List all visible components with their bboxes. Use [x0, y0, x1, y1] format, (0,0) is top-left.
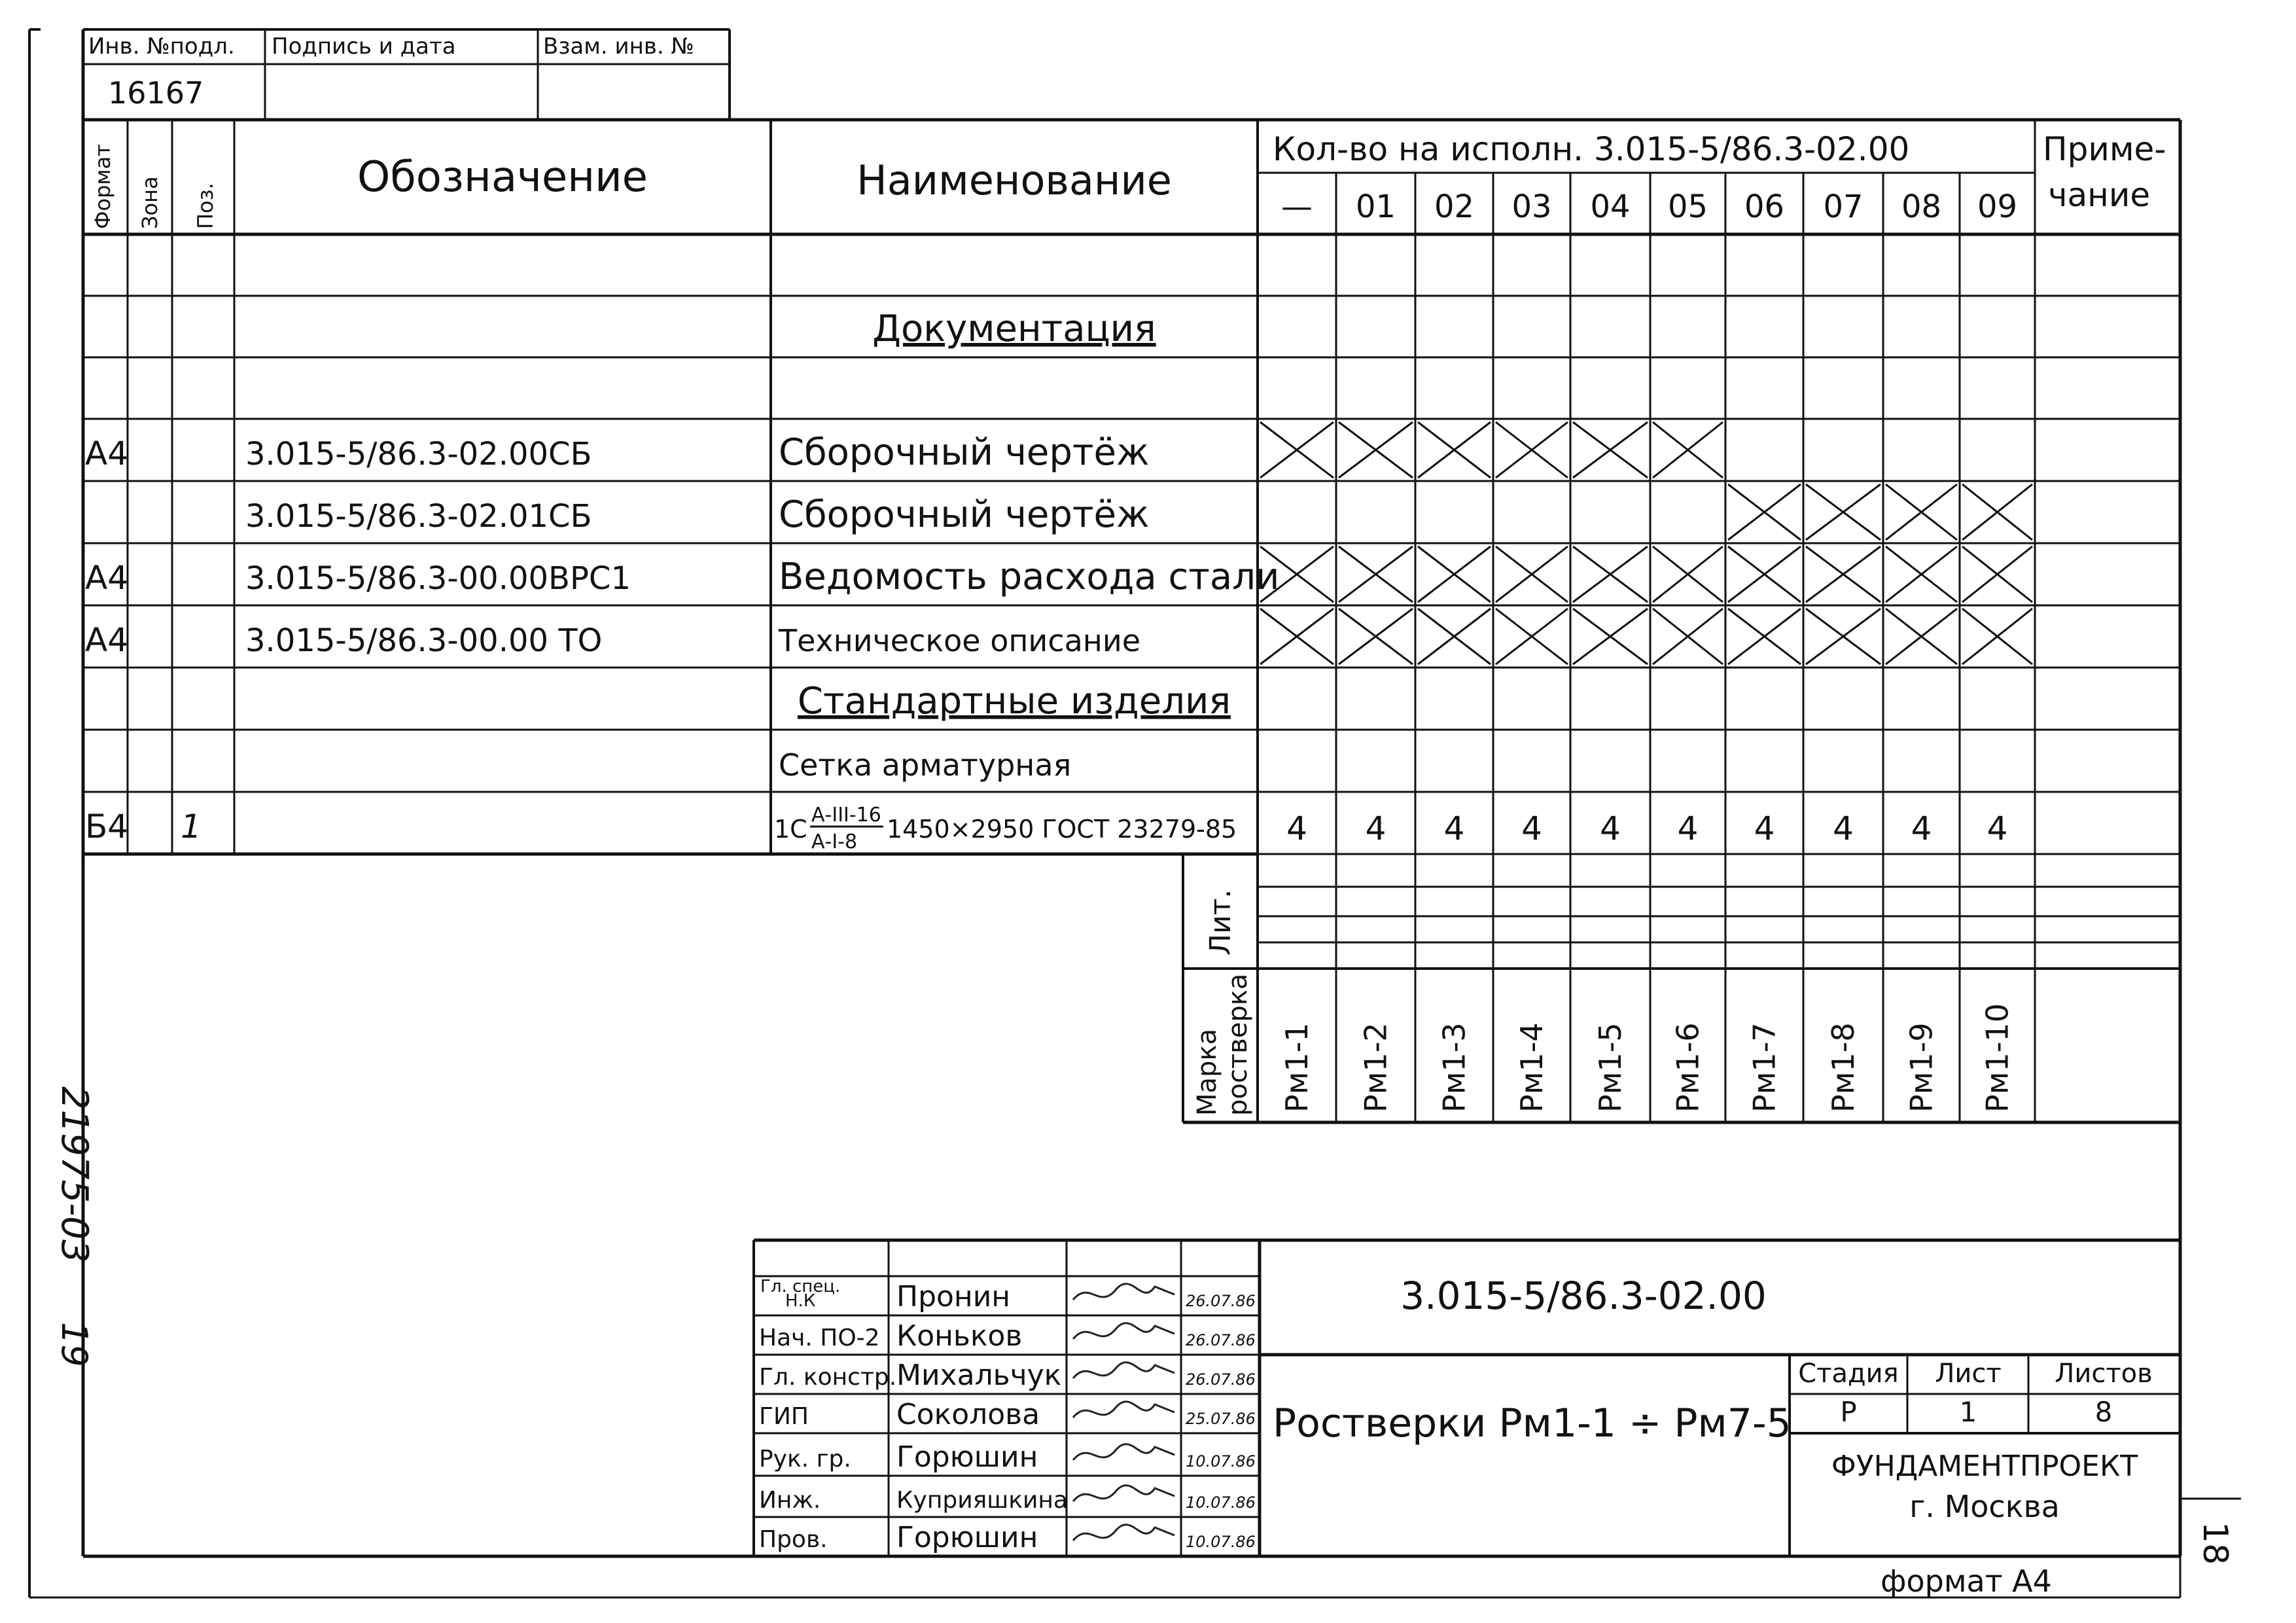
- mark-value: Рм1-5: [1593, 1022, 1628, 1113]
- signer-date: 10.07.86: [1186, 1533, 1256, 1551]
- drawing-title: Ростверки Рм1-1 ÷ Рм7-5: [1273, 1400, 1792, 1446]
- header-note: чание: [2048, 176, 2151, 214]
- cell-name: Сборочный чертёж: [779, 431, 1150, 474]
- cell-designation: 3.015-5/86.3-02.00СБ: [245, 436, 592, 473]
- cell-name-tail: 1450×2950 ГОСТ 23279-85: [887, 815, 1237, 844]
- mark-value: Рм1-4: [1514, 1022, 1549, 1113]
- sheet-value: 1: [1959, 1396, 1977, 1428]
- stamp-header: Взам. инв. №: [543, 33, 694, 60]
- header-note: Приме-: [2043, 130, 2166, 168]
- signer-role: Н.К: [785, 1291, 816, 1311]
- signer-role: Гл. спец.: [760, 1277, 841, 1296]
- format-label: формат А4: [1881, 1563, 2052, 1599]
- signer-name: Горюшин: [896, 1521, 1038, 1554]
- cell-name: Ведомость расхода стали: [779, 556, 1280, 598]
- mark-value: Рм1-6: [1670, 1022, 1706, 1113]
- exec-col-label: 01: [1355, 188, 1396, 225]
- qty-value: 4: [1677, 810, 1699, 847]
- signer-name: Соколова: [896, 1398, 1040, 1431]
- qty-value: 4: [1365, 810, 1386, 847]
- cell-name: Сборочный чертёж: [779, 493, 1150, 536]
- cell-designation: 3.015-5/86.3-02.01СБ: [245, 498, 592, 535]
- qty-value: 4: [1833, 810, 1854, 847]
- exec-col-label: 07: [1823, 188, 1863, 225]
- stage-value: Р: [1840, 1396, 1857, 1428]
- cell-format: А4: [85, 435, 129, 473]
- qty-value: 4: [1911, 810, 1932, 847]
- signer-date: 25.07.86: [1186, 1410, 1256, 1428]
- mark-value: Рм1-8: [1826, 1022, 1861, 1113]
- stamp-header: Инв. №подл.: [88, 33, 235, 60]
- cell-format: Б4: [85, 808, 129, 846]
- signer-date: 10.07.86: [1186, 1452, 1256, 1471]
- page-number: 18: [2195, 1522, 2234, 1565]
- mark-value: Рм1-2: [1358, 1022, 1394, 1113]
- sheets-label: Листов: [2055, 1359, 2153, 1389]
- stamp-inv-no: 16167: [108, 75, 204, 111]
- qty-value: 4: [1443, 810, 1465, 847]
- mark-value: Рм1-1: [1279, 1022, 1315, 1113]
- signer-role: Инж.: [759, 1487, 821, 1514]
- cell-format: А4: [85, 621, 129, 659]
- signer-role: ГИП: [759, 1403, 809, 1430]
- header-zone: Зона: [137, 176, 162, 229]
- header-name: Наименование: [857, 156, 1172, 204]
- header-designation: Обозначение: [357, 153, 648, 202]
- exec-col-label: 09: [1977, 188, 2018, 225]
- cell-name: Техническое описание: [779, 623, 1141, 658]
- header-qty: Кол-во на исполн. 3.015-5/86.3-02.00: [1273, 130, 1910, 168]
- exec-col-label: 06: [1744, 188, 1785, 225]
- mark-value: Рм1-10: [1979, 1003, 2015, 1113]
- exec-col-label: 04: [1590, 188, 1631, 225]
- exec-col-label: 02: [1434, 188, 1475, 225]
- doc-code: 3.015-5/86.3-02.00: [1400, 1274, 1767, 1318]
- side-page-number: 19: [54, 1322, 95, 1367]
- signer-name: Михальчук: [896, 1359, 1062, 1392]
- signer-date: 26.07.86: [1186, 1331, 1256, 1349]
- signer-date: 26.07.86: [1186, 1370, 1256, 1389]
- sheet-label: Лист: [1935, 1359, 2002, 1389]
- cell-format: А4: [85, 559, 129, 597]
- mark-label: Марка: [1192, 1028, 1222, 1116]
- exec-col-label: —: [1281, 188, 1313, 225]
- org-name: ФУНДАМЕНТПРОЕКТ: [1831, 1450, 2138, 1483]
- stage-label: Стадия: [1798, 1359, 1899, 1389]
- signer-role: Гл. констр.: [759, 1364, 897, 1391]
- section-title: Стандартные изделия: [797, 680, 1231, 722]
- qty-value: 4: [1987, 810, 2008, 847]
- qty-value: 4: [1754, 810, 1775, 847]
- exec-col-label: 05: [1667, 188, 1708, 225]
- mark-label: ростверка: [1223, 973, 1253, 1116]
- section-title: Документация: [872, 308, 1156, 350]
- signer-role: Нач. ПО-2: [759, 1325, 880, 1351]
- cell-designation: 3.015-5/86.3-00.00ВРС1: [245, 560, 631, 597]
- signer-role: Пров.: [759, 1526, 828, 1553]
- cell-pos: 1: [181, 808, 202, 846]
- fraction-bottom: А-I-8: [811, 830, 858, 853]
- qty-value: 4: [1600, 810, 1621, 847]
- mark-value: Рм1-7: [1746, 1022, 1782, 1113]
- header-pos: Поз.: [193, 183, 218, 229]
- exec-col-label: 08: [1901, 188, 1942, 225]
- signer-name: Пронин: [896, 1280, 1011, 1313]
- cell-designation: 3.015-5/86.3-00.00 ТО: [245, 622, 603, 659]
- mark-value: Рм1-9: [1903, 1022, 1939, 1113]
- lit-label: Лит.: [1204, 889, 1237, 955]
- signer-name: Куприяшкина: [896, 1487, 1068, 1514]
- fraction-top: А-III-16: [811, 804, 881, 827]
- signer-name: Горюшин: [896, 1440, 1038, 1474]
- signer-name: Коньков: [896, 1319, 1023, 1353]
- qty-value: 4: [1286, 810, 1307, 847]
- stamp-header: Подпись и дата: [272, 33, 456, 60]
- sheets-value: 8: [2094, 1396, 2113, 1428]
- exec-col-label: 03: [1511, 188, 1552, 225]
- signer-date: 26.07.86: [1186, 1292, 1256, 1310]
- signer-role: Рук. гр.: [759, 1446, 851, 1472]
- org-city: г. Москва: [1909, 1489, 2060, 1524]
- signer-date: 10.07.86: [1186, 1493, 1256, 1512]
- qty-value: 4: [1521, 810, 1542, 847]
- side-archive-number: 21975-03: [53, 1086, 96, 1263]
- cell-name: Сетка арматурная: [779, 747, 1072, 783]
- cell-name: 1С: [774, 815, 807, 844]
- header-format: Формат: [90, 144, 115, 229]
- mark-value: Рм1-3: [1436, 1022, 1472, 1113]
